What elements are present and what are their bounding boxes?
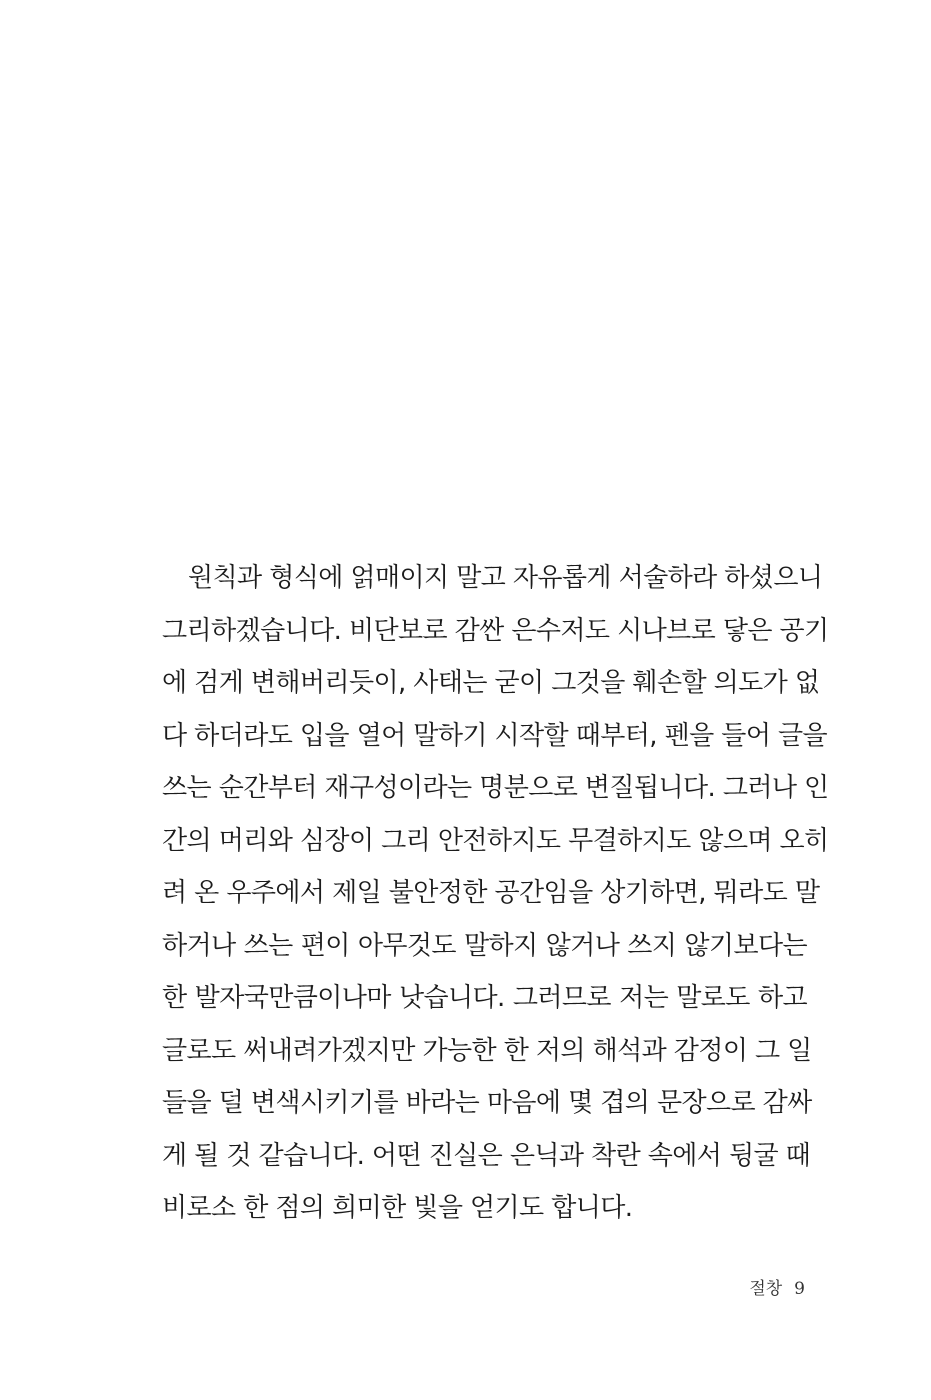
running-title: 절창	[749, 1279, 783, 1299]
text-line: 하거나 쓰는 편이 아무것도 말하지 않거나 쓰지 않기보다는	[162, 930, 807, 961]
text-line: 비로소 한 점의 희미한 빛을 얻기도 합니다.	[162, 1193, 633, 1223]
page-footer	[749, 1274, 805, 1299]
text-line: 에 검게 변해버리듯이, 사태는 굳이 그것을 훼손할 의도가 없	[162, 668, 820, 698]
text-line: 간의 머리와 심장이 그리 안전하지도 무결하지도 않으며 오히	[162, 825, 829, 856]
text-line: 다 하더라도 입을 열어 말하기 시작할 때부터, 펜을 들어 글을	[162, 720, 828, 751]
text-line: 그리하겠습니다. 비단보로 감싼 은수저도 시나브로 닿은 공기	[162, 615, 829, 646]
body-paragraph	[162, 556, 829, 1239]
text-line: 한 발자국만큼이나마 낫습니다. 그러므로 저는 말로도 하고	[162, 983, 807, 1013]
text-line: 원칙과 형식에 얽매이지 말고 자유롭게 서술하라 하셨으니	[188, 563, 823, 593]
page-number: 9	[794, 1279, 805, 1299]
text-line: 들을 덜 변색시키기를 바라는 마음에 몇 겹의 문장으로 감싸	[162, 1088, 812, 1118]
text-line: 려 온 우주에서 제일 불안정한 공간임을 상기하면, 뭐라도 말	[162, 878, 820, 908]
text-line: 글로도 써내려가겠지만 가능한 한 저의 해석과 감정이 그 일	[162, 1035, 812, 1066]
text-line: 게 될 것 같습니다. 어떤 진실은 은닉과 착란 속에서 뒹굴 때	[162, 1140, 811, 1171]
text-line: 쓰는 순간부터 재구성이라는 명분으로 변질됩니다. 그러나 인	[162, 773, 829, 803]
